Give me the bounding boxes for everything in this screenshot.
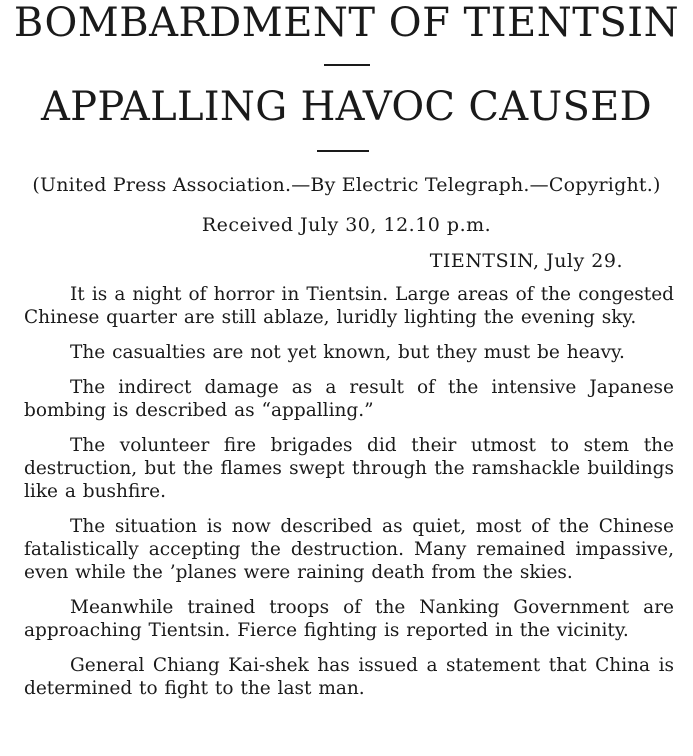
paragraph: The situation is now described as quiet, most of the Chinese fatalistically accepting the destruction. Many remained impassive, even while the ’planes were raining death from the skies. — [24, 516, 674, 583]
paragraph: It is a night of horror in Tientsin. Large areas of the congested Chinese quarter are still ablaze, luridly lighting the evening sky. — [24, 284, 674, 328]
paragraph: The casualties are not yet known, but they must be heavy. — [70, 342, 625, 363]
paragraph: The volunteer fire brigades did their utmost to stem the destruction, but the flames swept through the ramshackle buildings like a bushfire. — [24, 435, 674, 502]
dateline: TIENTSIN, July 29. — [429, 250, 623, 272]
headline-divider-2 — [317, 150, 369, 152]
headline-secondary: APPALLING HAVOC CAUSED — [40, 84, 653, 130]
headline-divider-1 — [324, 64, 370, 66]
wire-credit: (United Press Association.—By Electric Telegraph.—Copyright.) — [32, 174, 661, 196]
paragraph: The indirect damage as a result of the intensive Japanese bombing is described as “appalling.” — [24, 377, 674, 421]
headline-primary: BOMBARDMENT OF TIENTSIN — [13, 0, 680, 46]
paragraph: Meanwhile trained troops of the Nanking Government are approaching Tientsin. Fierce fighting is reported in the vicinity. — [24, 597, 674, 641]
paragraph: General Chiang Kai-shek has issued a statement that China is determined to fight to the last man. — [24, 655, 674, 699]
received-time: Received July 30, 12.10 p.m. — [201, 214, 492, 236]
article-body — [24, 283, 674, 700]
